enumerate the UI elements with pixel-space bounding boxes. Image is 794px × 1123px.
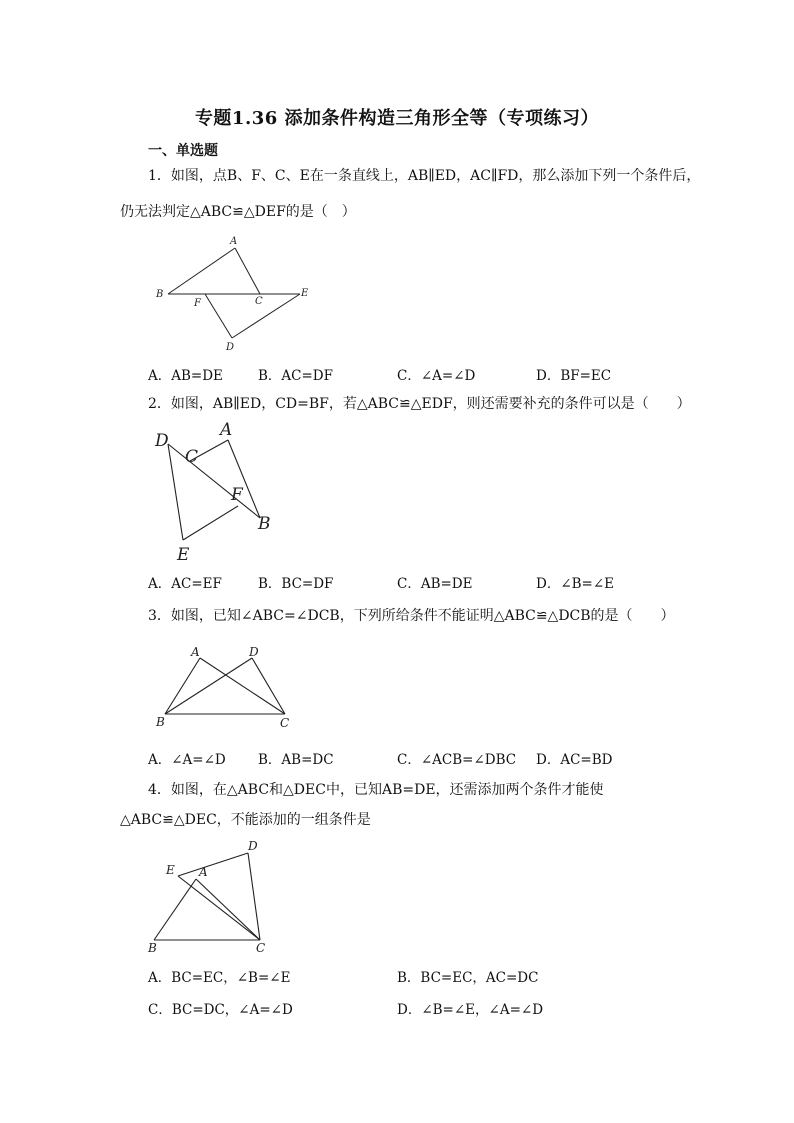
q1-option-b[interactable]: B．AC=DF [258,368,334,384]
label-c: C [256,941,266,955]
label-a: A [199,865,208,879]
q4-option-c[interactable]: C．BC=DC，∠A=∠D [148,1002,293,1018]
q4-option-d[interactable]: D．∠B=∠E，∠A=∠D [397,1002,544,1018]
q2-option-c[interactable]: C．AB=DE [397,576,473,592]
label-c: C [255,296,263,307]
label-a: A [191,645,200,659]
question-1-figure [150,232,320,357]
question-3-figure [150,640,310,732]
label-e: E [166,863,175,877]
label-d: D [249,645,259,659]
question-2-figure [150,418,285,568]
question-3-line-1: 3．如图，已知∠ABC=∠DCB，下列所给条件不能证明△ABC≌△DCB的是（ ） [148,608,675,624]
segment-fd [205,294,232,338]
segment-dc [252,658,285,714]
segment-ba [165,658,200,714]
label-b: B [156,715,165,729]
q4-option-b[interactable]: B．BC=EC，AC=DC [397,970,539,986]
question-4-line-2: △ABC≌△DEC，不能添加的一组条件是 [120,812,371,828]
question-1-line-2: 仍无法判定△ABC≌△DEF的是（ ） [120,204,356,220]
segment-ed [178,853,248,876]
segment-ac [200,658,285,714]
segment-ab [228,440,260,518]
q1-option-a[interactable]: A．AB=DE [148,368,223,384]
q3-option-b[interactable]: B．AB=DC [258,752,334,768]
q1-option-d[interactable]: D．BF=EC [536,368,612,384]
label-e: E [301,288,309,299]
segment-ba [154,879,196,940]
label-b: B [148,941,157,955]
q3-option-c[interactable]: C．∠ACB=∠DBC [397,752,517,768]
label-a: A [230,236,238,247]
q1-option-c[interactable]: C．∠A=∠D [397,368,476,384]
label-a: A [220,420,233,440]
question-4-figure [140,836,280,958]
segment-db [168,444,260,518]
q2-option-a[interactable]: A．AC=EF [148,576,222,592]
q4-option-a[interactable]: A．BC=EC，∠B=∠E [148,970,291,986]
q2-option-b[interactable]: B．BC=DF [258,576,334,592]
q2-option-d[interactable]: D．∠B=∠E [536,576,615,592]
segment-de [168,444,183,540]
section-heading: 一、单选题 [148,143,218,159]
segment-ab [168,248,235,294]
label-f: F [231,485,243,505]
label-c: C [185,447,199,467]
q3-option-a[interactable]: A．∠A=∠D [148,752,226,768]
segment-ac [196,879,260,940]
page-title: 专题1.36 添加条件构造三角形全等（专项练习） [194,108,600,129]
question-2-line-1: 2．如图，AB∥ED，CD=BF，若△ABC≌△EDF，则还需要补充的条件可以是（ ） [148,396,691,412]
segment-bd [165,658,252,714]
segment-ec [178,876,260,940]
question-1-line-1: 1．如图，点B、F、C、E在一条直线上，AB∥ED，AC∥FD，那么添加下列一个条件后， [148,168,701,184]
label-b: B [258,514,271,534]
q3-option-d[interactable]: D．AC=BD [536,752,613,768]
segment-de [232,294,300,338]
segment-ef [183,506,238,540]
segment-ac [235,248,260,294]
label-f: F [194,298,201,309]
segment-dc [248,853,260,940]
question-4-line-1: 4．如图，在△ABC和△DEC中，已知AB=DE，还需添加两个条件才能使 [148,782,604,798]
label-d: D [226,342,235,353]
label-d: D [155,431,169,451]
label-d: D [248,839,258,853]
label-c: C [280,716,290,730]
label-e: E [177,545,190,565]
label-b: B [156,289,164,300]
